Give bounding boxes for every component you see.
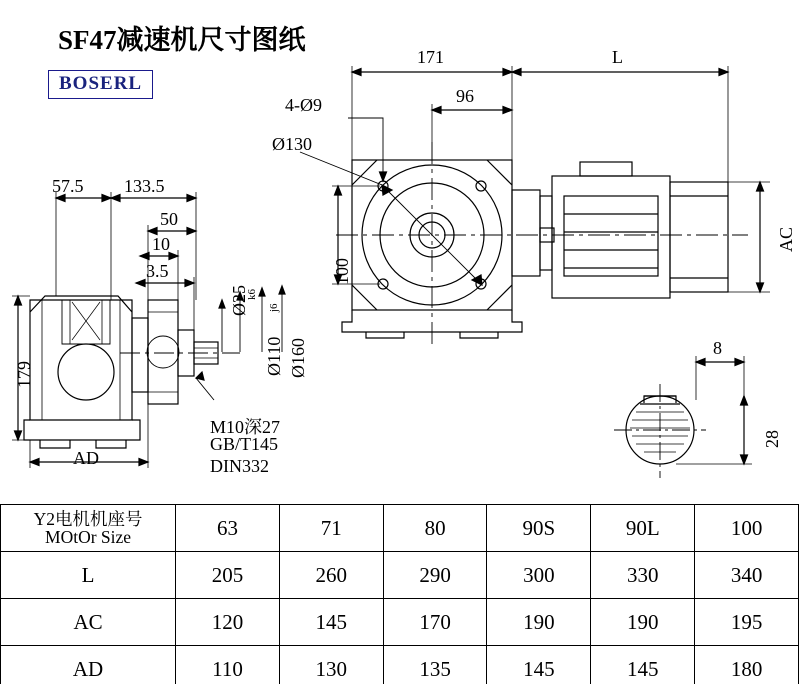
dim-8: 8 — [713, 338, 722, 358]
dim-133-5: 133.5 — [124, 176, 165, 196]
header-value-0: 63 — [176, 505, 280, 552]
header-value-2: 80 — [383, 505, 487, 552]
note-2: DIN332 — [210, 456, 269, 476]
spec-table — [0, 504, 799, 684]
dim-57-5: 57.5 — [52, 176, 84, 196]
dim-28: 28 — [762, 430, 782, 448]
dim-96: 96 — [456, 86, 474, 106]
table-row — [1, 599, 799, 646]
header-value-1: 71 — [279, 505, 383, 552]
tol-k6: k6 — [246, 289, 258, 300]
header-value-3: 90S — [487, 505, 591, 552]
dim-D130: Ø130 — [272, 134, 312, 154]
cell-AD-2: 135 — [383, 646, 487, 684]
header-label-cell — [1, 505, 176, 552]
header-value-4: 90L — [591, 505, 695, 552]
header-value-5: 100 — [695, 505, 799, 552]
cell-L-4: 330 — [591, 552, 695, 599]
page-title: SF47减速机尺寸图纸 — [58, 25, 306, 55]
row-label-AD: AD — [1, 646, 176, 684]
table-row — [1, 646, 799, 684]
note-1: GB/T145 — [210, 434, 279, 454]
header-label-en: MOtOr Size — [45, 527, 132, 547]
cell-L-3: 300 — [487, 552, 591, 599]
dim-50: 50 — [160, 209, 178, 229]
dim-D25: Ø25 — [229, 285, 249, 316]
dim-3-5: 3.5 — [146, 261, 169, 281]
cell-AD-0: 110 — [176, 646, 280, 684]
dim-D110: Ø110 — [264, 336, 284, 376]
cell-L-2: 290 — [383, 552, 487, 599]
cell-AD-4: 145 — [591, 646, 695, 684]
dim-D160: Ø160 — [288, 338, 308, 378]
cell-AC-3: 190 — [487, 599, 591, 646]
note-0: M10深27 — [210, 417, 281, 437]
dim-171: 171 — [417, 47, 444, 67]
header-label-cn: Y2电机机座号 — [33, 508, 143, 529]
cell-L-1: 260 — [279, 552, 383, 599]
tol-j6: j6 — [268, 303, 280, 312]
dim-10: 10 — [152, 234, 170, 254]
cell-AD-5: 180 — [695, 646, 799, 684]
cell-L-0: 205 — [176, 552, 280, 599]
cell-AD-3: 145 — [487, 646, 591, 684]
cell-AC-2: 170 — [383, 599, 487, 646]
cell-AD-1: 130 — [279, 646, 383, 684]
dim-179: 179 — [14, 361, 34, 388]
cell-L-5: 340 — [695, 552, 799, 599]
dim-AD: AD — [73, 448, 99, 468]
brand-logo: BOSERL — [48, 70, 153, 99]
table-row — [1, 552, 799, 599]
cell-AC-5: 195 — [695, 599, 799, 646]
dim-AC: AC — [776, 226, 796, 252]
dim-L: L — [612, 47, 623, 67]
cell-AC-1: 145 — [279, 599, 383, 646]
table-row-header — [1, 505, 799, 552]
row-label-L: L — [1, 552, 176, 599]
dim-100: 100 — [332, 258, 352, 285]
row-label-AC: AC — [1, 599, 176, 646]
cell-AC-4: 190 — [591, 599, 695, 646]
dim-4xD9: 4-Ø9 — [285, 95, 322, 115]
cell-AC-0: 120 — [176, 599, 280, 646]
